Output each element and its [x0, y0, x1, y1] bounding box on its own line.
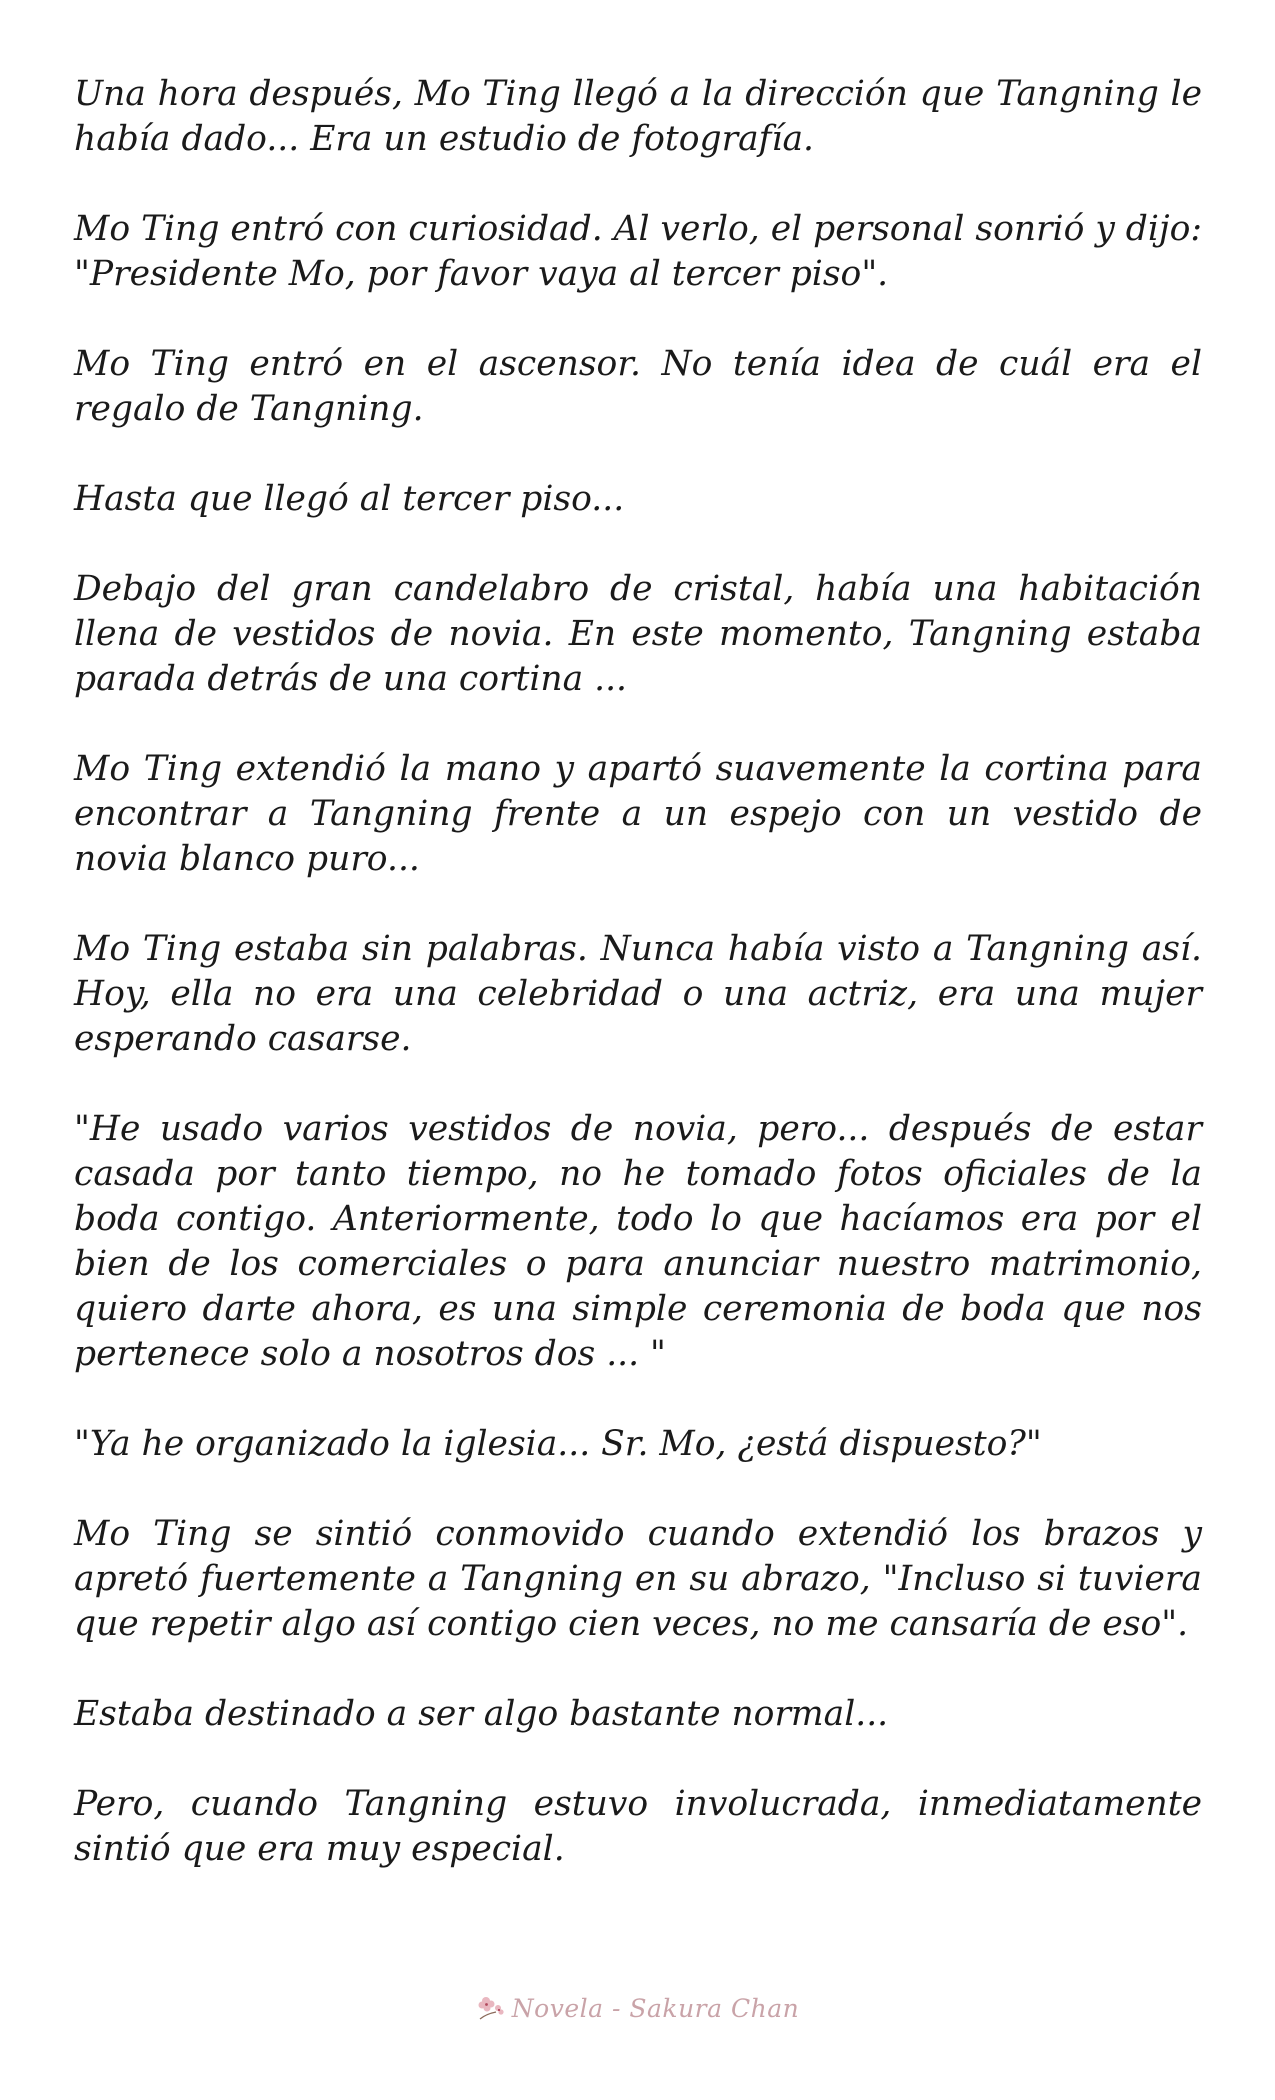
paragraph: Estaba destinado a ser algo bastante normal... — [74, 1694, 889, 1734]
paragraph: Hasta que llegó al tercer piso... — [74, 479, 625, 519]
paragraph: Mo Ting extendió la mano y apartó suavemente la cortina para encontrar a Tangning frente a un espejo con un vestido de novia blanco puro... — [74, 749, 1202, 879]
paragraph: "Ya he organizado la iglesia... Sr. Mo, ¿está dispuesto?" — [74, 1424, 1042, 1464]
paragraph: Mo Ting entró con curiosidad. Al verlo, el personal sonrió y dijo: "Presidente Mo, por favor vaya al tercer piso". — [74, 209, 1202, 294]
paragraph: Pero, cuando Tangning estuvo involucrada, inmediatamente sintió que era muy especial. — [74, 1784, 1202, 1869]
paragraph: Mo Ting se sintió conmovido cuando extendió los brazos y apretó fuertemente a Tangning en su abrazo, "Incluso si tuviera que repetir algo así contigo cien veces, no me cansaría de eso". — [74, 1514, 1202, 1644]
paragraph: Mo Ting entró en el ascensor. No tenía idea de cuál era el regalo de Tangning. — [74, 344, 1202, 429]
paragraph: Una hora después, Mo Ting llegó a la dirección que Tangning le había dado... Era un estudio de fotografía. — [74, 74, 1202, 159]
watermark-text: Novela - Sakura Chan — [511, 1994, 800, 2023]
sakura-flower-icon — [476, 1995, 506, 2021]
document-body — [74, 72, 1202, 1872]
watermark — [0, 1994, 1275, 2023]
paragraph: "He usado varios vestidos de novia, pero... después de estar casada por tanto tiempo, no he tomado fotos oficiales de la boda contigo. Anteriormente, todo lo que hacíamos era por el bien de los comerciales o para anunciar nuestro matrimonio, quiero darte ahora, es una simple ceremonia de boda que nos pertenece solo a nosotros dos ... " — [74, 1109, 1202, 1374]
paragraph: Mo Ting estaba sin palabras. Nunca había visto a Tangning así. Hoy, ella no era una celebridad o una actriz, era una mujer esperando casarse. — [74, 929, 1202, 1059]
paragraph: Debajo del gran candelabro de cristal, había una habitación llena de vestidos de novia. En este momento, Tangning estaba parada detrás de una cortina ... — [74, 569, 1202, 699]
